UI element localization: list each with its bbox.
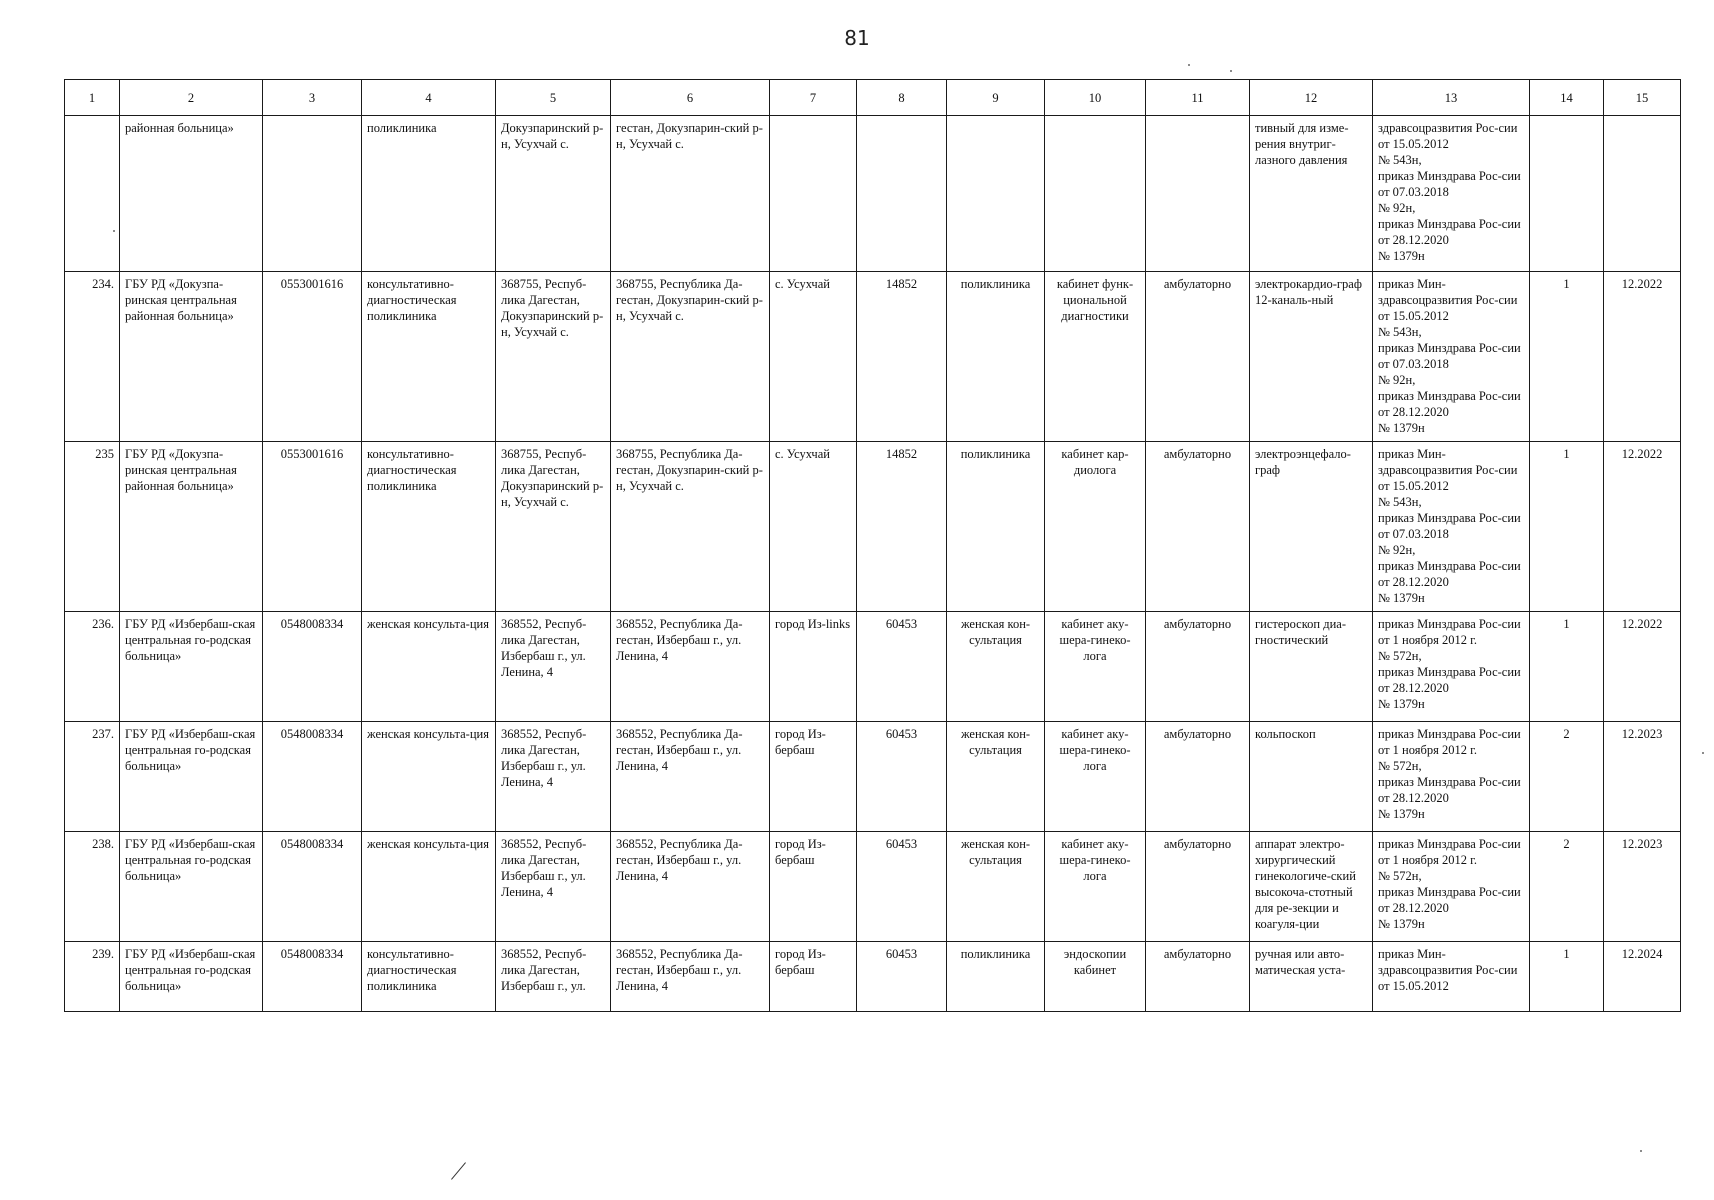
row-number-cell [65, 116, 120, 272]
organization-cell: ГБУ РД «Избербаш-ская центральная го-родская больница» [120, 612, 263, 722]
column-header: 13 [1373, 80, 1530, 116]
inn-cell [263, 116, 362, 272]
regulation-orders-cell: приказ Минздрава Рос-сии от 1 ноября 2012 г. № 572н, приказ Минздрава Рос-сии от 28.12.2020 № 1379н [1373, 612, 1530, 722]
room-cell: кабинет аку-шера-гинеко-лога [1045, 832, 1146, 942]
organization-cell: районная больница» [120, 116, 263, 272]
legal-address-cell: 368552, Респуб-лика Дагестан, Избербаш г., ул. Ленина, 4 [496, 832, 611, 942]
column-header: 2 [120, 80, 263, 116]
actual-address-cell: 368755, Республика Да-гестан, Докузпарин-ский р-н, Усухчай с. [611, 272, 770, 442]
organization-cell: ГБУ РД «Избербаш-ская центральная го-родская больница» [120, 942, 263, 1012]
delivery-date-cell: 12.2023 [1604, 832, 1681, 942]
column-header: 1 [65, 80, 120, 116]
column-header: 7 [770, 80, 857, 116]
care-condition-cell: амбулаторно [1146, 942, 1250, 1012]
column-header: 6 [611, 80, 770, 116]
scan-speck [1188, 64, 1190, 66]
column-header: 5 [496, 80, 611, 116]
delivery-date-cell: 12.2023 [1604, 722, 1681, 832]
table-body [65, 116, 1681, 1012]
subdivision-cell: женская консульта-ция [362, 612, 496, 722]
inn-cell: 0553001616 [263, 442, 362, 612]
table-row [65, 442, 1681, 612]
locality-cell [770, 116, 857, 272]
oktmo-code-cell: 60453 [857, 832, 947, 942]
column-header: 8 [857, 80, 947, 116]
scan-speck [113, 230, 115, 232]
regulation-orders-cell: приказ Мин-здравсоцразвития Рос-сии от 15.05.2012 № 543н, приказ Минздрава Рос-сии от 07.03.2018 № 92н, приказ Минздрава Рос-сии от 28.12.2020 № 1379н [1373, 272, 1530, 442]
care-condition-cell: амбулаторно [1146, 272, 1250, 442]
quantity-cell: 2 [1530, 832, 1604, 942]
legal-address-cell: 368755, Респуб-лика Дагестан, Докузпаринский р-н, Усухчай с. [496, 272, 611, 442]
legal-address-cell: 368552, Респуб-лика Дагестан, Избербаш г., ул. Ленина, 4 [496, 722, 611, 832]
table-row [65, 272, 1681, 442]
regulation-orders-cell: здравсоцразвития Рос-сии от 15.05.2012 № 543н, приказ Минздрава Рос-сии от 07.03.2018 № 92н, приказ Минздрава Рос-сии от 28.12.2020 № 1379н [1373, 116, 1530, 272]
column-header: 11 [1146, 80, 1250, 116]
header-row [65, 80, 1681, 116]
equipment-cell: электрокардио-граф 12-каналь-ный [1250, 272, 1373, 442]
scan-speck [1230, 70, 1232, 72]
quantity-cell: 1 [1530, 942, 1604, 1012]
legal-address-cell: Докузпаринский р-н, Усухчай с. [496, 116, 611, 272]
oktmo-code-cell: 60453 [857, 942, 947, 1012]
row-number-cell: 234. [65, 272, 120, 442]
pen-mark [451, 1162, 466, 1179]
subdivision-cell: женская консульта-ция [362, 722, 496, 832]
facility-type-cell [947, 116, 1045, 272]
subdivision-cell: поликлиника [362, 116, 496, 272]
organization-cell: ГБУ РД «Докузпа-ринская центральная районная больница» [120, 442, 263, 612]
regulation-orders-cell: приказ Мин-здравсоцразвития Рос-сии от 15.05.2012 № 543н, приказ Минздрава Рос-сии от 07.03.2018 № 92н, приказ Минздрава Рос-сии от 28.12.2020 № 1379н [1373, 442, 1530, 612]
quantity-cell: 2 [1530, 722, 1604, 832]
facility-type-cell: женская кон-сультация [947, 832, 1045, 942]
table-row [65, 722, 1681, 832]
row-number-cell: 235 [65, 442, 120, 612]
oktmo-code-cell: 14852 [857, 272, 947, 442]
legal-address-cell: 368552, Респуб-лика Дагестан, Избербаш г., ул. [496, 942, 611, 1012]
actual-address-cell: 368552, Республика Да-гестан, Избербаш г., ул. Ленина, 4 [611, 832, 770, 942]
room-cell: кабинет функ-циональной диагностики [1045, 272, 1146, 442]
legal-address-cell: 368755, Респуб-лика Дагестан, Докузпаринский р-н, Усухчай с. [496, 442, 611, 612]
row-number-cell: 237. [65, 722, 120, 832]
room-cell: кабинет кар-диолога [1045, 442, 1146, 612]
table-row [65, 942, 1681, 1012]
room-cell: кабинет аку-шера-гинеко-лога [1045, 722, 1146, 832]
inn-cell: 0553001616 [263, 272, 362, 442]
column-header: 10 [1045, 80, 1146, 116]
quantity-cell: 1 [1530, 612, 1604, 722]
delivery-date-cell: 12.2022 [1604, 442, 1681, 612]
equipment-cell: кольпоскоп [1250, 722, 1373, 832]
delivery-date-cell: 12.2022 [1604, 272, 1681, 442]
column-header: 9 [947, 80, 1045, 116]
table-header [65, 80, 1681, 116]
organization-cell: ГБУ РД «Избербаш-ская центральная го-родская больница» [120, 722, 263, 832]
oktmo-code-cell: 14852 [857, 442, 947, 612]
care-condition-cell [1146, 116, 1250, 272]
row-number-cell: 239. [65, 942, 120, 1012]
subdivision-cell: консультативно-диагностическая поликлиника [362, 942, 496, 1012]
inn-cell: 0548008334 [263, 832, 362, 942]
row-number-cell: 238. [65, 832, 120, 942]
quantity-cell [1530, 116, 1604, 272]
table-row [65, 116, 1681, 272]
facility-type-cell: женская кон-сультация [947, 612, 1045, 722]
quantity-cell: 1 [1530, 442, 1604, 612]
delivery-date-cell [1604, 116, 1681, 272]
organization-cell: ГБУ РД «Избербаш-ская центральная го-родская больница» [120, 832, 263, 942]
oktmo-code-cell: 60453 [857, 612, 947, 722]
delivery-date-cell: 12.2024 [1604, 942, 1681, 1012]
regulation-orders-cell: приказ Минздрава Рос-сии от 1 ноября 2012 г. № 572н, приказ Минздрава Рос-сии от 28.12.2020 № 1379н [1373, 832, 1530, 942]
regulation-orders-cell: приказ Мин-здравсоцразвития Рос-сии от 15.05.2012 [1373, 942, 1530, 1012]
actual-address-cell: 368552, Республика Да-гестан, Избербаш г., ул. Ленина, 4 [611, 612, 770, 722]
care-condition-cell: амбулаторно [1146, 442, 1250, 612]
inn-cell: 0548008334 [263, 722, 362, 832]
subdivision-cell: женская консульта-ция [362, 832, 496, 942]
care-condition-cell: амбулаторно [1146, 612, 1250, 722]
locality-cell: город Из-бербаш [770, 942, 857, 1012]
equipment-cell: электроэнцефало-граф [1250, 442, 1373, 612]
subdivision-cell: консультативно-диагностическая поликлиника [362, 442, 496, 612]
organization-cell: ГБУ РД «Докузпа-ринская центральная районная больница» [120, 272, 263, 442]
room-cell [1045, 116, 1146, 272]
locality-cell: город Из-links [770, 612, 857, 722]
locality-cell: город Из-бербаш [770, 832, 857, 942]
actual-address-cell: 368755, Республика Да-гестан, Докузпарин-ский р-н, Усухчай с. [611, 442, 770, 612]
equipment-cell: аппарат электро-хирургический гинекологиче-ский высокоча-стотный для ре-зекции и коагуля-ции [1250, 832, 1373, 942]
oktmo-code-cell: 60453 [857, 722, 947, 832]
column-header: 12 [1250, 80, 1373, 116]
care-condition-cell: амбулаторно [1146, 722, 1250, 832]
legal-address-cell: 368552, Респуб-лика Дагестан, Избербаш г., ул. Ленина, 4 [496, 612, 611, 722]
table-row [65, 832, 1681, 942]
column-header: 14 [1530, 80, 1604, 116]
inn-cell: 0548008334 [263, 612, 362, 722]
table-row [65, 612, 1681, 722]
equipment-cell: тивный для изме-рения внутриг-лазного давления [1250, 116, 1373, 272]
delivery-date-cell: 12.2022 [1604, 612, 1681, 722]
equipment-cell: ручная или авто-матическая уста- [1250, 942, 1373, 1012]
room-cell: кабинет аку-шера-гинеко-лога [1045, 612, 1146, 722]
actual-address-cell: 368552, Республика Да-гестан, Избербаш г., ул. Ленина, 4 [611, 942, 770, 1012]
quantity-cell: 1 [1530, 272, 1604, 442]
subdivision-cell: консультативно-диагностическая поликлиника [362, 272, 496, 442]
care-condition-cell: амбулаторно [1146, 832, 1250, 942]
page-number: 81 [844, 26, 870, 50]
room-cell: эндоскопии кабинет [1045, 942, 1146, 1012]
column-header: 15 [1604, 80, 1681, 116]
facility-type-cell: женская кон-сультация [947, 722, 1045, 832]
inn-cell: 0548008334 [263, 942, 362, 1012]
column-header: 4 [362, 80, 496, 116]
facility-type-cell: поликлиника [947, 442, 1045, 612]
regulation-orders-cell: приказ Минздрава Рос-сии от 1 ноября 2012 г. № 572н, приказ Минздрава Рос-сии от 28.12.2020 № 1379н [1373, 722, 1530, 832]
scan-speck [1702, 752, 1704, 754]
locality-cell: с. Усухчай [770, 272, 857, 442]
equipment-registry-table [64, 79, 1681, 1012]
actual-address-cell: гестан, Докузпарин-ский р-н, Усухчай с. [611, 116, 770, 272]
facility-type-cell: поликлиника [947, 942, 1045, 1012]
scan-speck [1640, 1150, 1642, 1152]
locality-cell: с. Усухчай [770, 442, 857, 612]
equipment-cell: гистероскоп диа-гностический [1250, 612, 1373, 722]
row-number-cell: 236. [65, 612, 120, 722]
oktmo-code-cell [857, 116, 947, 272]
column-header: 3 [263, 80, 362, 116]
facility-type-cell: поликлиника [947, 272, 1045, 442]
locality-cell: город Из-бербаш [770, 722, 857, 832]
actual-address-cell: 368552, Республика Да-гестан, Избербаш г., ул. Ленина, 4 [611, 722, 770, 832]
